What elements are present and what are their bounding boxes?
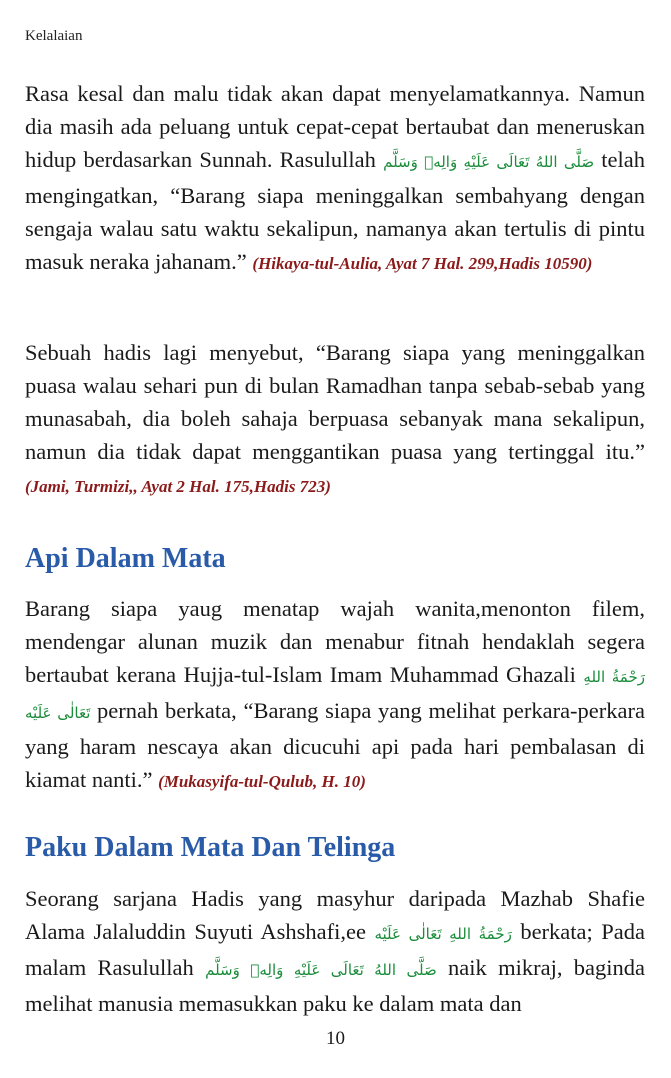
arabic-honorific: صَلَّى اللهُ تَعَالَى عَلَيْهِ وَالِهٖ وَسَلَّم — [383, 153, 595, 171]
page-number: 10 — [326, 1028, 345, 1049]
paragraph-text: pernah berkata, “Barang siapa yang melihat perkara-perkara yang haram nescaya akan dicucuhi api pada hari pembalasan di kiamat nanti.” — [25, 698, 645, 792]
paragraph-api-dalam-mata — [25, 592, 645, 798]
arabic-honorific: رَحْمَةُ اللهِ تَعَالٰى عَلَيْه — [374, 925, 512, 943]
section-heading-api-dalam-mata: Api Dalam Mata — [25, 543, 226, 574]
running-header: Kelalaian — [25, 28, 83, 44]
arabic-honorific: رَحْمَةُ اللهِ تَعَالٰى عَلَيْه — [25, 668, 646, 722]
paragraph-sembahyang — [25, 77, 645, 280]
section-heading-paku-dalam-mata: Paku Dalam Mata Dan Telinga — [25, 832, 396, 863]
paragraph-text: Rasa kesal dan malu tidak akan dapat menyelamatkannya. Namun dia masih ada peluang untuk cepat-cepat bertaubat dan meneruskan hidup berdasarkan Sunnah. Rasulullah — [25, 81, 645, 172]
paragraph-text: berkata; Pada malam Rasulullah — [25, 919, 645, 980]
citation: (Jami, Turmizi,, Ayat 2 Hal. 175,Hadis 723) — [25, 477, 331, 496]
citation: (Mukasyifa-tul-Qulub, H. 10) — [158, 772, 366, 791]
paragraph-text: telah mengingatkan, “Barang siapa meninggalkan sembahyang dengan sengaja walau satu waktu sekalipun, namanya akan tertulis di pintu masuk neraka jahanam.” — [25, 147, 645, 274]
paragraph-text: Seorang sarjana Hadis yang masyhur daripada Mazhab Shafie Alama Jalaluddin Suyuti Ashshafi,ee — [25, 886, 645, 944]
citation: (Hikaya-tul-Aulia, Ayat 7 Hal. 299,Hadis 10590) — [252, 254, 593, 273]
paragraph-text: Barang siapa yaug menatap wajah wanita,menonton filem, mendengar alunan muzik dan menabur fitnah hendaklah segera bertaubat kerana Hujja-tul-Islam Imam Muhammad Ghazali — [25, 596, 645, 687]
paragraph-puasa — [25, 336, 645, 503]
paragraph-text: naik mikraj, baginda melihat manusia memasukkan paku ke dalam mata dan — [25, 955, 645, 1016]
arabic-honorific: صَلَّى اللهُ تَعَالَى عَلَيْهِ وَالِهٖ وَسَلَّم — [205, 961, 437, 979]
paragraph-text: Sebuah hadis lagi menyebut, “Barang siapa yang meninggalkan puasa walau sehari pun di bulan Ramadhan tanpa sebab-sebab yang munasabah, dia boleh sahaja berpuasa sebanyak mana sekalipun, namun dia tidak dapat menggantikan puasa yang tertinggal itu.” — [25, 340, 645, 464]
paragraph-paku-dalam-mata — [25, 882, 645, 1020]
